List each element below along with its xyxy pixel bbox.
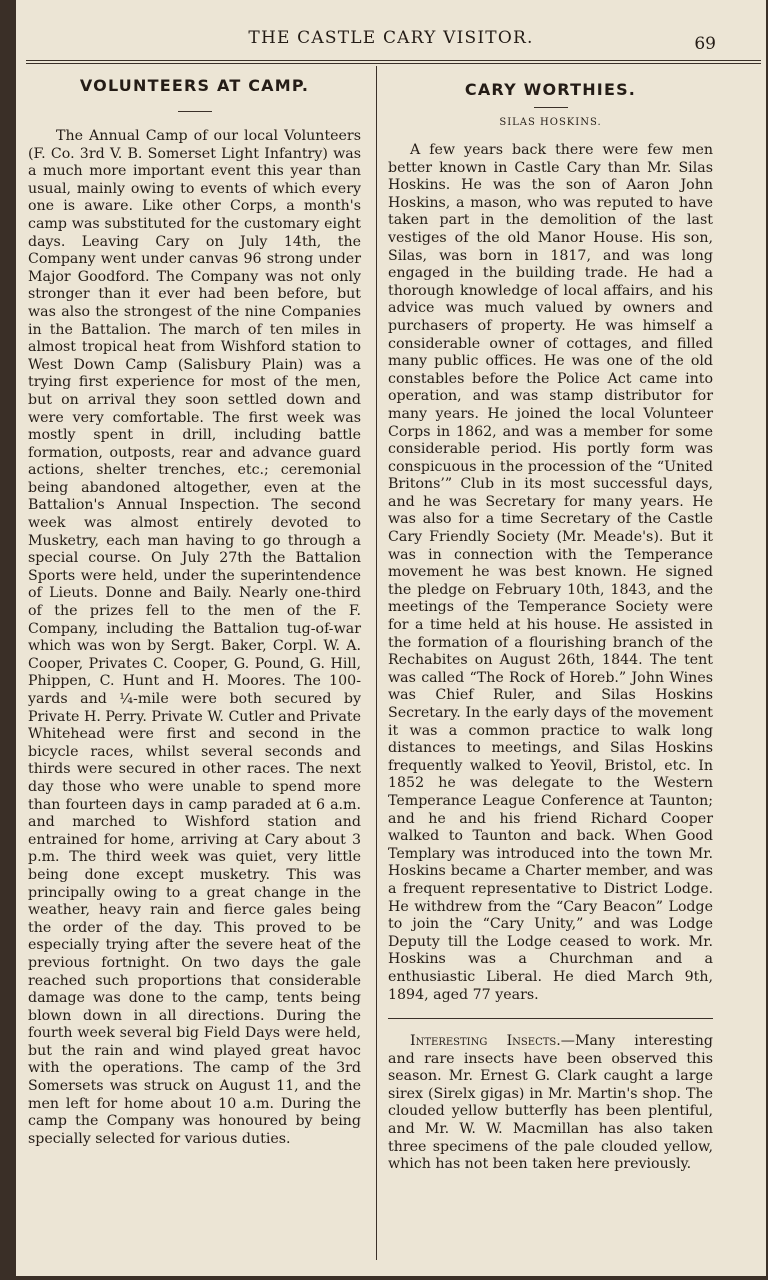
page-number: 69 bbox=[694, 34, 716, 54]
column-divider bbox=[376, 66, 377, 1260]
magazine-page bbox=[16, 0, 766, 1276]
article-body-volunteers: The Annual Camp of our local Volunteers (F. Co. 3rd V. B. Somerset Light Infantry) was a much more important event this year than usual, mainly owing to events of which every one is aware. Like other Corps, a month's camp was substituted for the customary eight days. Leaving Cary on July 14th, the Company went under canvas 96 strong under Major Goodford. The Company was not only stronger than it ever had been before, but was also the strongest of the nine Companies in the Battalion. The march of ten miles in almost tropical heat from Wishford station to West Down Camp (Salisbury Plain) was a trying first experience for most of the men, but on arrival they soon settled down and were very comfortable. The first week was mostly spent in drill, including battle formation, outposts, rear and advance guard actions, shelter trenches, etc.; ceremonial being abandoned altogether, even at the Battalion's Annual Inspection. The second week was almost entirely devoted to Musketry, each man having to go through a special course. On July 27th the Battalion Sports were held, under the superintendence of Lieuts. Donne and Baily. Nearly one-third of the prizes fell to the men of the F. Company, including the Battalion tug-of-war which was won by Sergt. Baker, Corpl. W. A. Cooper, Privates C. Cooper, G. Pound, G. Hill, Phippen, C. Hunt and H. Moores. The 100-yards and ¼-mile were both secured by Private H. Perry. Private W. Cutler and Private Whitehead were first and second in the bicycle races, whilst several seconds and thirds were secured in other races. The next day those who were unable to spend more than fourteen days in camp paraded at 6 a.m. and marched to Wishford station and entrained for home, arriving at Cary about 3 p.m. The third week was quiet, very little being done except musketry. This was principally owing to a great change in the weather, heavy rain and fierce gales being the order of the day. This proved to be especially trying after the severe heat of the previous fortnight. On two days the gale reached such proportions that considerable damage was done to the camp, tents being blown down in all directions. During the fourth week several big Field Days were held, but the rain and wind played great havoc with the operations. The camp of the 3rd Somersets was struck on August 11, and the men left for home about 10 a.m. During the camp the Company was honoured by being specially selected for various duties. bbox=[28, 128, 361, 1147]
article-subtitle: SILAS HOSKINS. bbox=[499, 117, 602, 128]
section-separator bbox=[388, 1018, 713, 1019]
header-rule-double bbox=[26, 63, 761, 64]
note-body: —Many interesting and rare insects have been observed this season. Mr. Ernest G. Clark caught a large sirex (Sirelx gigas) in Mr. Martin's shop. The clouded yellow butterfly has been plentiful, and Mr. W. W. Macmillan has also taken three specimens of the pale clouded yellow, which has not been taken here previously. bbox=[388, 1033, 713, 1173]
header-rule bbox=[26, 60, 761, 61]
running-title: THE CASTLE CARY VISITOR. bbox=[248, 28, 534, 48]
note-insects bbox=[388, 1033, 713, 1174]
left-column bbox=[28, 66, 361, 1148]
right-column bbox=[388, 66, 713, 1174]
note-heading: Interesting Insects. bbox=[410, 1033, 561, 1050]
article-body-worthies: A few years back there were few men better known in Castle Cary than Mr. Silas Hoskins. He was the son of Aaron John Hoskins, a mason, who was reputed to have taken part in the demolition of the last vestiges of the old Manor House. His son, Silas, was born in 1817, and was long engaged in the building trade. He had a thorough knowledge of local affairs, and his advice was much valued by owners and purchasers of property. He was himself a considerable owner of cottages, and filled many public offices. He was one of the old constables before the Police Act came into operation, and was stamp distributor for many years. He joined the local Volunteer Corps in 1862, and was a member for some considerable period. His portly form was conspicuous in the procession of the “United Britons’” Club in its most successful days, and he was Secretary for many years. He was also for a time Secretary of the Castle Cary Friendly Society (Mr. Meade's). But it was in connection with the Temperance movement he was best known. He signed the pledge on February 10th, 1843, and the meetings of the Temperance Society were for a time held at his house. He assisted in the formation of a flourishing branch of the Rechabites on August 26th, 1844. The tent was called “The Rock of Horeb.” John Wines was Chief Ruler, and Silas Hoskins Secretary. In the early days of the movement it was a common practice to walk long distances to meetings, and Silas Hoskins frequently walked to Yeovil, Bristol, etc. In 1852 he was delegate to the Western Temperance League Conference at Taunton; and he and his friend Richard Cooper walked to Taunton and back. When Good Templary was introduced into the town Mr. Hoskins became a Charter member, and was a frequent representative to District Lodge. He withdrew from the “Cary Beacon” Lodge to join the “Cary Unity,” and was Lodge Deputy till the Lodge ceased to work. Mr. Hoskins was a Churchman and a enthusiastic Liberal. He died March 9th, 1894, aged 77 years. bbox=[388, 142, 713, 1003]
article-title-worthies: CARY WORTHIES. bbox=[464, 80, 637, 99]
title-ornament-rule bbox=[178, 111, 212, 112]
title-ornament-rule bbox=[534, 107, 568, 108]
article-title-volunteers: VOLUNTEERS AT CAMP. bbox=[79, 76, 310, 95]
